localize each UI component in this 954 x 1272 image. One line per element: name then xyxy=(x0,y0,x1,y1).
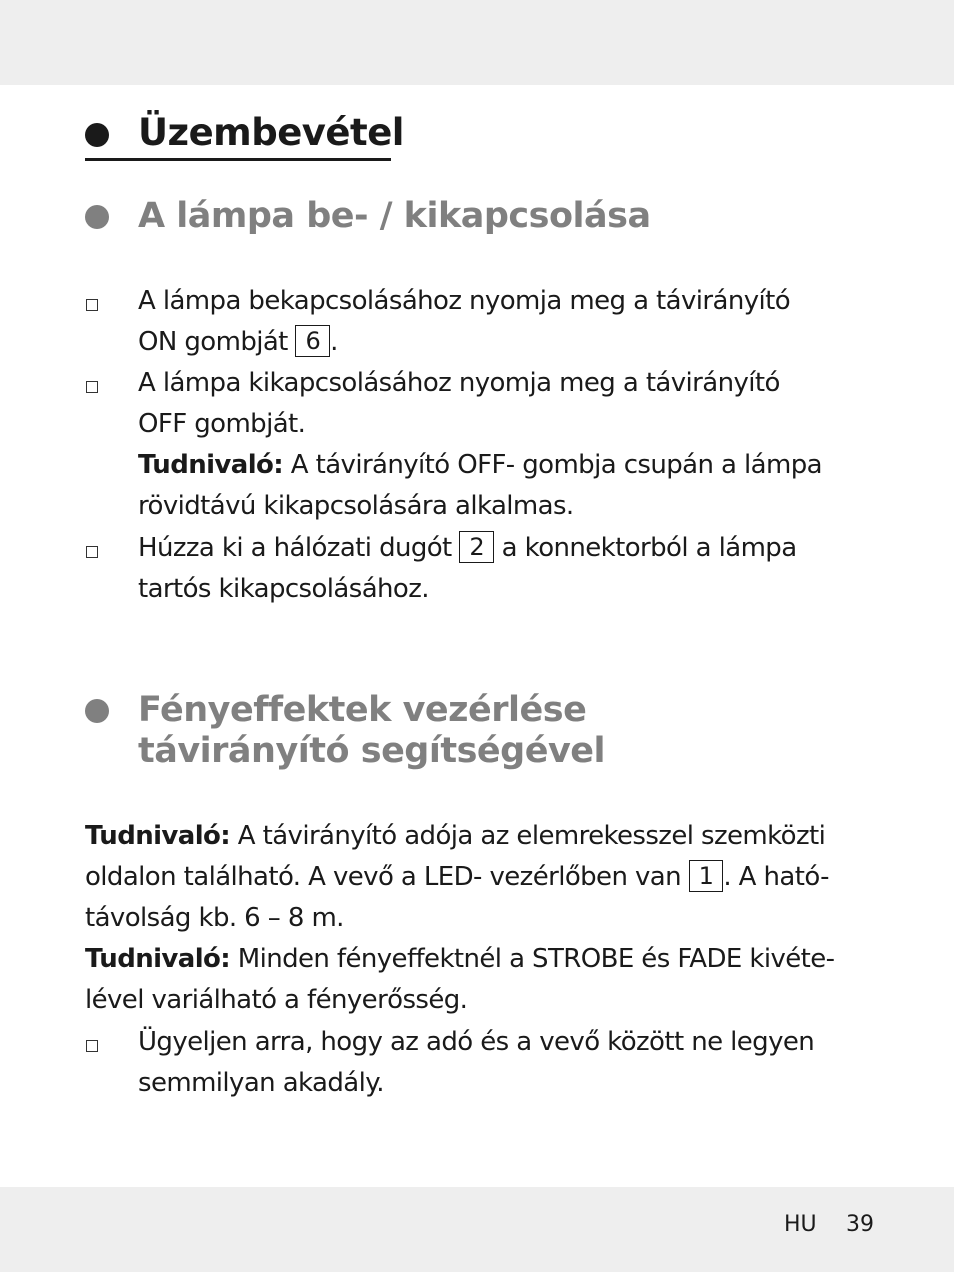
checkbox-icon xyxy=(86,1040,98,1052)
main-heading-text: Üzembevétel xyxy=(138,111,404,154)
ref-box: 6 xyxy=(295,325,330,357)
note-label: Tudnivaló: xyxy=(138,450,284,480)
section2-note1: Tudnivaló: A távirányító adója az elemrekesszel szemközti oldalon található. A vevő a LED- vezérlőben van 1 . A ható- távolság kb. 6 – 8 m. xyxy=(85,821,829,933)
page-number: 39 xyxy=(846,1212,874,1237)
section1-item3: Húzza ki a hálózati dugót 2 a konnektorból a lámpa tartós kikapcsolásához. xyxy=(138,533,797,604)
section1-item1: A lámpa bekapcsolásához nyomja meg a távirányító ON gombját 6 . xyxy=(138,286,791,357)
checkbox-icon xyxy=(86,546,98,558)
heading-underline xyxy=(85,158,391,161)
footer-language: HU xyxy=(784,1212,817,1237)
ref-box: 2 xyxy=(459,531,494,563)
checkbox-icon xyxy=(86,381,98,393)
section1-bullet-icon xyxy=(85,205,109,229)
section2-item1: Ügyeljen arra, hogy az adó és a vevő között ne legyen semmilyan akadály. xyxy=(138,1027,815,1098)
section1-title: A lámpa be- / kikapcsolása xyxy=(138,196,651,236)
section2-note2: Tudnivaló: Minden fényeffektnél a STROBE és FADE kivéte- lével variálható a fényerősség. xyxy=(85,944,835,1015)
ref-box: 1 xyxy=(689,860,724,892)
note-label: Tudnivaló: xyxy=(85,944,231,974)
section2-bullet-icon xyxy=(85,699,109,723)
heading-bullet-icon xyxy=(85,123,109,147)
top-band xyxy=(0,0,954,85)
section1-item2: A lámpa kikapcsolásához nyomja meg a távirányító OFF gombját. Tudnivaló: A távirányító OFF- gombja csupán a lámpa rövidtávú kikapcsolására alkalmas. xyxy=(138,368,822,521)
note-label: Tudnivaló: xyxy=(85,821,231,851)
checkbox-icon xyxy=(86,299,98,311)
section2-title: Fényeffektek vezérlése távirányító segítségével xyxy=(138,690,605,771)
